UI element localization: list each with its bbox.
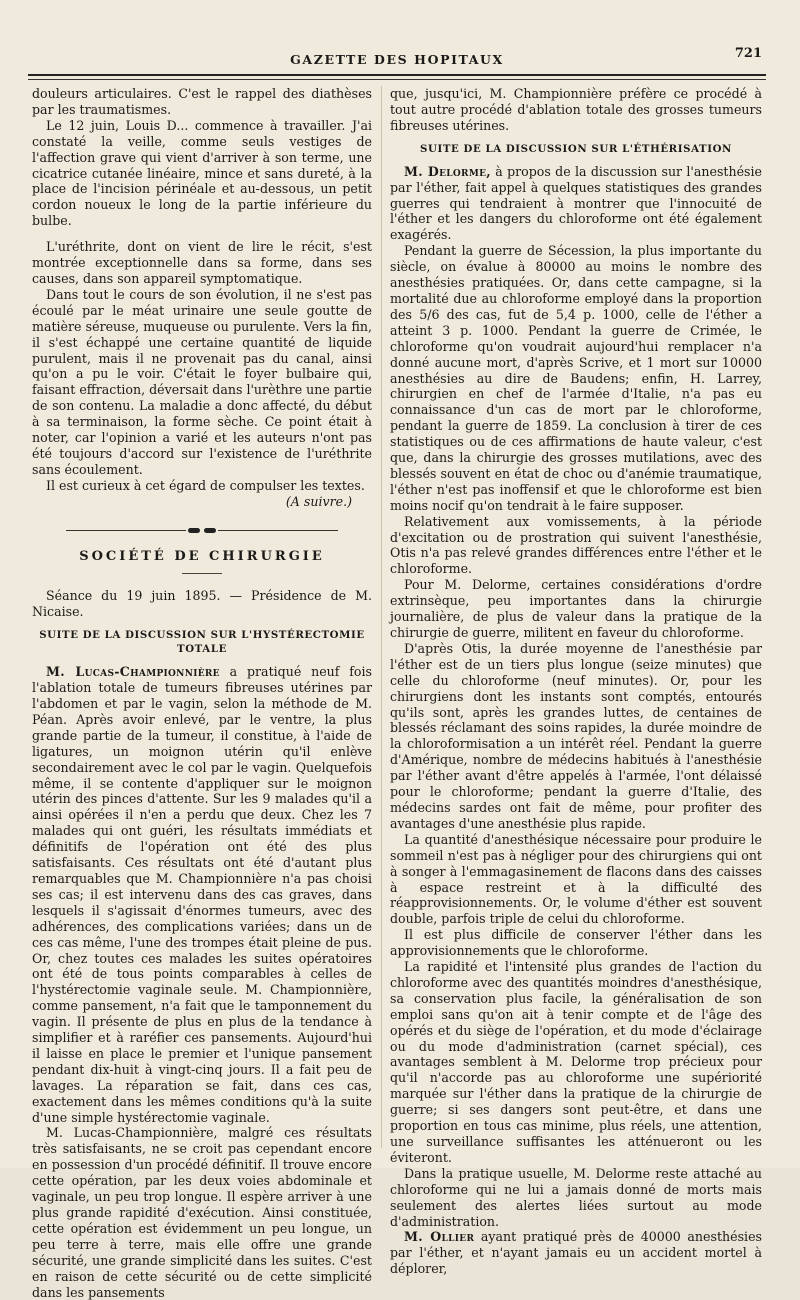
speaker-name: M. Lucas-Championnière <box>46 664 220 680</box>
section-title: SOCIÉTÉ DE CHIRURGIE <box>79 549 325 565</box>
ornament-divider <box>32 522 372 538</box>
column-divider <box>381 86 382 1148</box>
paragraph: douleurs articulaires. C'est le rappel des diathèses par les traumatismes. <box>32 86 372 117</box>
paragraph: M. Delorme, à propos de la discussion sur l'anesthésie par l'éther, fait appel à quelques statistiques des grandes guerres qui tendraient à montrer que l'innocuité de l'éther et les dangers du chloroforme ont été également exagérés. <box>390 163 762 243</box>
journal-title: GAZETTE DES HOPITAUX <box>290 52 504 67</box>
a-suivre: (A suivre.) <box>285 493 352 509</box>
paragraph: M. Lucas-Championnière a pratiqué neuf fois l'ablation totale de tumeurs fibreuses utérines par l'abdomen et par le vagin, selon la méthode de M. Péan. Après avoir enlevé, par le ventre, la plus grande partie de la tumeur, il constitue, à l'aide de ligatures, un moignon utérin qu'il enlève secondairement avec le col par le vagin. Quelquefois même, il se contente d'appliquer sur le moignon utérin des pinces d'attente. Sur les 9 malades qu'il a ainsi opérées il n'en a perdu que deux. Chez les 7 malades qui ont guéri, les résultats immédiats et définitifs de l'opération ont été des plus satisfaisants. Ces résultats ont été d'autant plus remarquables que M. Championnière n'a pas choisi ses cas; il est intervenu dans des cas graves, dans lesquels il s'agissait d'énormes tumeurs, avec des adhérences, des complications variées; dans un de ces cas même, l'une des trompes était pleine de pus. Or, chez toutes ces malades les suites opératoires ont été de tous points comparables à celles de l'hystérectomie vaginale seule. M. Championnière, comme pansement, n'a fait que le tamponnement du vagin. Il présente de plus en plus de la tendance à simplifier et à raréfier ces pansements. Aujourd'hui il laisse en place le premier et l'unique pansement pendant dix-huit à vingt-cinq jours. Il a fait peu de lavages. La réparation se fait, dans ces cas, exactement dans les mêmes conditions qu'à la suite d'une simple hystérectomie vaginale. <box>32 664 372 1125</box>
page-number: 721 <box>734 46 762 61</box>
paragraph: Le 12 juin, Louis D... commence à travailler. J'ai constaté la veille, comme seuls vestiges de l'affection grave qui vient d'arriver à son terme, une cicatrice cutanée linéaire, mince et sans dureté, à la place de l'incision périnéale et au-dessous, un petit cordon noueux le long de la partie inférieure du bulbe. <box>32 117 372 229</box>
paragraph: La rapidité et l'intensité plus grandes de l'action du chloroforme avec des quantités moindres d'anesthésique, sa conservation plus facile, la généralisation de son emploi sans qu'on ait à tenir compte et de l'âge des opérés et du siège de l'opération, et du mode d'éclairage ou du mode d'administration (carnet spécial), ces avantages semblent à M. Delorme trop précieux pour qu'il n'accorde pas au chloroforme une supériorité marquée sur l'éther dans la pratique de la chirurgie de guerre; si ses dangers sont peut-être, et dans une proportion en tous cas minime, plus réels, une attention, une surveillance suffisantes les atténueront ou les éviteront. <box>390 959 762 1165</box>
left-column <box>32 86 372 1300</box>
header-rule-thin <box>28 79 766 80</box>
paragraph: que, jusqu'ici, M. Championnière préfère ce procédé à tout autre procédé d'ablation totale des grosses tumeurs fibreuses utérines. <box>390 86 762 133</box>
paragraph: M. Lucas-Championnière, malgré ces résultats très satisfaisants, ne se croit pas cependant encore en possession d'un procédé définitif. Il trouve encore cette opération, par les deux voies abdominale et vaginale, un peu trop longue. Il espère arriver à une plus grande rapidité d'exécution. Ainsi constituée, cette opération est évidemment un peu longue, un peu terre à terre, mais elle offre une grande sécurité, une grande simplicité dans les suites. C'est en raison de cette sécurité ou de cette simplicité dans les pansements <box>32 1125 372 1300</box>
speaker-name: M. Delorme, <box>404 163 491 179</box>
paragraph: L'uréthrite, dont on vient de lire le récit, s'est montrée exceptionnelle dans sa forme, dans ses causes, dans son appareil symptomatique. <box>32 239 372 286</box>
paragraph: La quantité d'anesthésique nécessaire pour produire le sommeil n'est pas à négliger pour des chirurgiens qui ont à songer à l'emmagasinement de flacons dans des caisses à espace restreint et à la difficulté des réapprovisionnements. Or, le volume d'éther est souvent double, parfois triple de celui du chloroforme. <box>390 831 762 927</box>
paragraph: Dans tout le cours de son évolution, il ne s'est pas écoulé par le méat urinaire une seule goutte de matière séreuse, muqueuse ou purulente. Vers la fin, il s'est échappé une certaine quantité de liquide purulent, mais il ne provenait pas du canal, ainsi qu'on a pu le voir. C'était le foyer bulbaire qui, faisant effraction, déversait dans l'urèthre une partie de son contenu. La maladie a donc affecté, du début à sa terminaison, la forme sèche. Ce point était à noter, car l'opinion a varié et les auteurs n'ont pas été toujours d'accord sur l'existence de l'uréthrite sans écoulement. <box>32 286 372 477</box>
paragraph: Pour M. Delorme, certaines considérations d'ordre extrinsèque, peu importantes dans la chirurgie journalière, de plus de valeur dans la pratique de la chirurgie de guerre, militent en faveur du chloroforme. <box>390 577 762 640</box>
paragraph: Dans la pratique usuelle, M. Delorme reste attaché au chloroforme qui ne lui a jamais donné de morts mais seulement des alertes liées surtout au mode d'administration. <box>390 1165 762 1229</box>
paragraph: D'après Otis, la durée moyenne de l'anesthésie par l'éther est de un tiers plus longue (seize minutes) que celle du chloroforme (neuf minutes). Or, pour les chirurgiens dont les instants sont comptés, entourés qu'ils sont, après les grandes luttes, de centaines de blessés réclamant des soins rapides, la durée moindre de la chloroformisation a un intérêt réel. Pendant la guerre d'Amérique, nombre de médecins habitués à l'anesthésie par l'éther avant d'être appelés à l'armée, l'ont délaissé pour le chloroforme; pendant la guerre d'Italie, des médecins sardes ont fait de même, pour profiter des avantages d'une anesthésie plus rapide. <box>390 640 762 831</box>
short-rule <box>182 573 222 574</box>
paragraph: Il est curieux à cet égard de compulser les textes. <box>46 477 365 493</box>
subheading: SUITE DE LA DISCUSSION SUR L'HYSTÉRECTOMIE TOTALE <box>39 629 365 656</box>
right-column <box>390 86 762 1277</box>
paragraph: Il est plus difficile de conserver l'éther dans les approvisionnements que le chloroforme. <box>390 927 762 959</box>
speaker-name: M. Ollier <box>404 1229 475 1245</box>
paragraph: M. Ollier ayant pratiqué près de 40000 anesthésies par l'éther, et n'ayant jamais eu un accident mortel à déplorer, <box>390 1229 762 1277</box>
paragraph: Pendant la guerre de Sécession, la plus importante du siècle, on évalue à 80000 au moins le nombre des anesthésies pratiquées. Or, dans cette campagne, si la mortalité due au chloroforme employé dans la proportion des 5/6 des cas, fut de 5,4 p. 1000, celle de l'éther a atteint 3 p. 1000. Pendant la guerre de Crimée, le chloroforme qu'on voudrait aujourd'hui remplacer n'a donné aucune mort, d'après Scrive, et 1 mort sur 10000 anesthésies au dire de Baudens; enfin, H. Larrey, chirurgien en chef de l'armée d'Italie, n'a pas eu connaissance d'un cas de mort par le chloroforme, pendant la guerre de 1859. La conclusion à tirer de ces statistiques ou de ces affirmations de haute valeur, c'est que, dans la chirurgie des grosses mutilations, avec des blessés souvent en état de choc ou d'anémie traumatique, l'éther n'est pas inoffensif et que le chloroforme est bien moins nocif qu'on tendrait à le faire supposer. <box>390 243 762 513</box>
paragraph: Relativement aux vomissements, à la période d'excitation ou de prostration qui suivent l'anesthésie, Otis n'a pas relevé grandes différences entre l'éther et le chloroforme. <box>390 513 762 577</box>
subheading: SUITE DE LA DISCUSSION SUR L'ÉTHÉRISATION <box>420 142 732 155</box>
header-rule <box>28 74 766 76</box>
seance-line: Séance du 19 juin 1895. — Présidence de M. Nicaise. <box>32 588 372 620</box>
